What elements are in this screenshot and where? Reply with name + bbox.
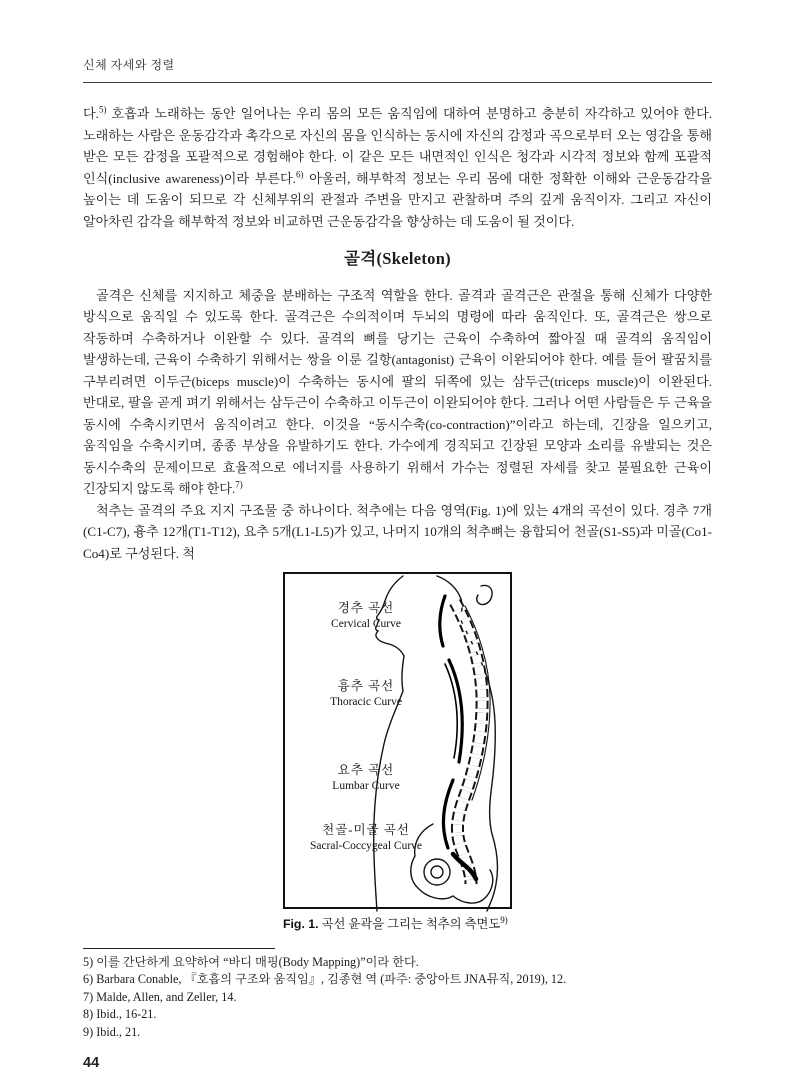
ear-line — [477, 585, 492, 604]
thoracic-curve-label-en: Thoracic Curve — [330, 696, 402, 708]
footnote-8: 8) Ibid., 16-21. — [83, 1007, 157, 1022]
figure-frame — [283, 572, 512, 909]
running-head: 신체 자세와 정렬 — [83, 56, 712, 83]
paragraph-text: 아울러, 해부학적 정보는 우리 몸에 대한 정확한 이해와 근운동감각을 높이는 데 도움이 되므로 각 신체부위의 관절과 주변을 만지고 관찰하며 주의 깊게 움직이자. 그리고 자신이 알아차린 감각을 해부학적 정보와 비교하면 근운동감각을 향상하는 데 도움이 될 것이다. — [83, 170, 712, 229]
footnote-marker-5: 5) — [98, 104, 107, 115]
thoracic-curve-label — [287, 678, 445, 710]
footnote-7: 7) Malde, Allen, and Zeller, 14. — [83, 989, 237, 1004]
footnote-area — [83, 948, 712, 1041]
footnote-9: 9) Ibid., 21. — [83, 1024, 141, 1039]
section-heading: 골격(Skeleton) — [344, 249, 451, 268]
footnote-marker-6: 6) — [295, 169, 304, 180]
sacral-coccygeal-curve-label-ko: 천골-미골 곡선 — [322, 823, 410, 837]
paragraph-1 — [83, 103, 712, 232]
lumbar-curve-label-en: Lumbar Curve — [332, 780, 400, 792]
figure-1 — [283, 572, 512, 932]
body-text — [83, 103, 712, 564]
femoral-head-inner — [431, 866, 443, 878]
footnote-marker-9: 9) — [500, 914, 508, 925]
footnote-list — [83, 954, 712, 1041]
lumbar-curve-label-ko: 요추 곡선 — [337, 763, 395, 777]
paragraph-text: 골격은 신체를 지지하고 체중을 분배하는 구조적 역할을 한다. 골격과 골격근은 관절을 통해 신체가 다양한 방식으로 움직일 수 있도록 한다. 골격근은 수의적이며 두뇌의 명령에 따라 움직인다. 또, 골격근은 쌍으로 작동하며 수축하거나 이완할 수 있다. 골격의 뼈를 당기는 근육이 수축하여 짧아질 때 골격의 움직임이 발생하는데, 근육이 수축하기 위해서는 쌍을 이룬 길항(antagonist) 근육이 이완되어야 한다. 예를 들어 팔꿈치를 구부리려면 이두근(biceps muscle)이 수축하는 동시에 팔의 뒤쪽에 있는 삼두근(triceps muscle)이 이완된다. 반대로, 팔을 곧게 펴기 위해서는 삼두근이 수축하고 이두근이 이완되어야 한다. 그러나 어떤 사람들은 두 근육을 동시에 수축시키면서 움직이려고 한다. 이것을 “동시수축(co-contraction)”이라고 하는데, 긴장을 일으키고, 움직임을 수축시키며, 종종 부상을 유발하기도 한다. 가수에게 경직되고 긴장된 모양과 소리를 유발되는 것은 동시수축의 문제이므로 효율적으로 에너지를 사용하기 위해서 가수는 정렬된 자세를 찾고 불필요한 근육이 긴장되지 않도록 해야 한다. — [83, 287, 712, 496]
cervical-curve-label-en: Cervical Curve — [331, 618, 401, 630]
paragraph-text: 다. — [83, 106, 99, 121]
thoracic-curve-label-ko: 흉추 곡선 — [337, 679, 395, 693]
cervical-curve-label — [287, 600, 445, 632]
footnote-separator — [83, 948, 275, 949]
figure-caption — [283, 914, 512, 932]
sacral-coccygeal-curve-label-en: Sacral-Coccygeal Curve — [309, 840, 423, 852]
paragraph-2 — [83, 285, 712, 500]
figure-caption-text: 곡선 윤곽을 그리는 척추의 측면도 — [318, 917, 501, 931]
figure-caption-label: Fig. 1. — [283, 917, 319, 931]
page-number: 44 — [83, 1055, 100, 1071]
footnote-5: 5) 이를 간단하게 요약하여 “바디 매핑(Body Mapping)”이라 한다. — [83, 955, 419, 969]
paragraph-text: 호흡과 노래하는 동안 일어나는 우리 몸의 모든 움직임에 대하여 분명하고 충분히 자각하고 있어야 한다. 노래하는 사람은 운동감각과 촉각으로 자신의 몸을 인식하는 동시에 자신의 감정과 곡으로부터 오는 영감을 통해 받은 모든 감정을 포괄적으로 경험해야 한다. 이 같은 모든 내면적인 인식은 청각과 시각적 정보와 함께 포괄적 인식(inclusive awareness)이라 부른다. — [83, 106, 712, 186]
sacral-coccygeal-curve-label — [287, 822, 445, 854]
paragraph-3: 척추는 골격의 주요 지지 구조물 중 하나이다. 척추에는 다음 영역(Fig. 1)에 있는 4개의 곡선이 있다. 경추 7개(C1-C7), 흉추 12개(T1-T12), 요추 5개(L1-L5)가 있고, 나머지 10개의 척추뼈는 융합되어 천골(S1-S5)과 미골(Co1-Co4)로 구성된다. 척 — [83, 502, 712, 561]
lumbar-curve-label — [287, 762, 445, 794]
femoral-head-outer — [424, 859, 450, 885]
footnote-6: 6) Barbara Conable, 『호흡의 구조와 움직임』, 김종현 역 (파주: 중앙아트 JNA뮤직, 2019), 12. — [83, 972, 567, 987]
cervical-curve-label-ko: 경추 곡선 — [337, 601, 395, 615]
footnote-marker-7: 7) — [235, 479, 243, 490]
